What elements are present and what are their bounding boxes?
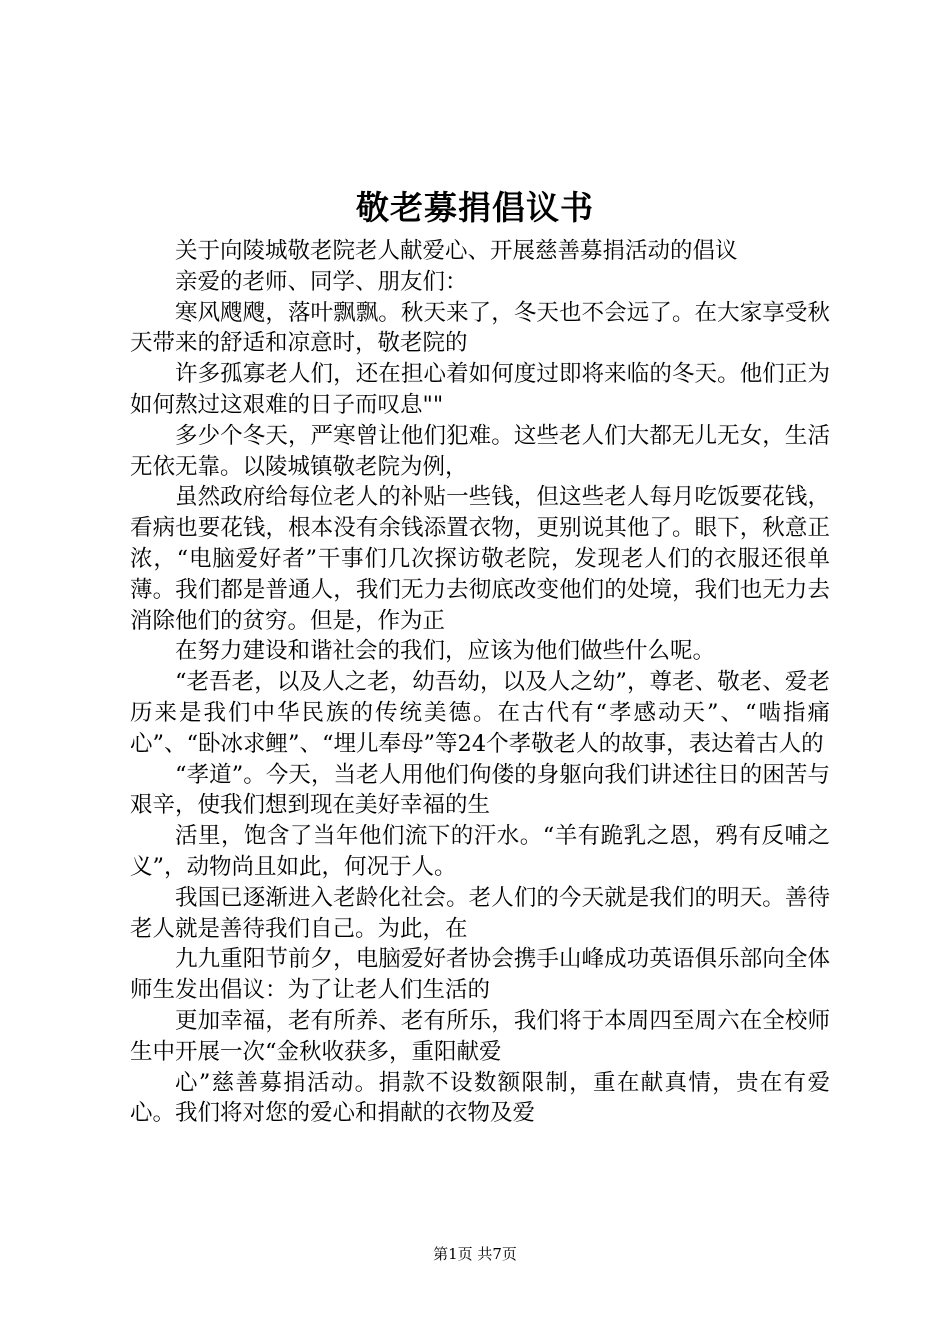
paragraph: 亲爱的老师、同学、朋友们： (175, 268, 468, 295)
paragraph: 我国已逐渐进入老龄化社会。老人们的今天就是我们的明天。善待老人就是善待我们自己。为此，在 (130, 884, 830, 942)
paragraph: 更加幸福，老有所养、老有所乐，我们将于本周四至周六在全校师生中开展一次“金秋收获多，重阳献爱 (130, 1007, 830, 1065)
paragraph: 虽然政府给每位老人的补贴一些钱，但这些老人每月吃饭要花钱，看病也要花钱，根本没有余钱添置衣物，更别说其他了。眼下，秋意正浓，“电脑爱好者”干事们几次探访敬老院，发现老人们的衣服还很单薄。我们都是普通人，我们无力去彻底改变他们的处境，我们也无力去消除他们的贫穷。但是，作为正 (130, 484, 830, 634)
paragraph: 活里，饱含了当年他们流下的汗水。“羊有跪乳之恩，鸦有反哺之义”，动物尚且如此，何况于人。 (130, 823, 830, 880)
paragraph: 在努力建设和谐社会的我们，应该为他们做些什么呢。 (175, 638, 716, 665)
paragraph: 九九重阳节前夕，电脑爱好者协会携手山峰成功英语俱乐部向全体师生发出倡议：为了让老人们生活的 (130, 946, 830, 1004)
document-title: 敬老募捐倡议书 (356, 188, 594, 227)
document-body (130, 236, 830, 1129)
paragraph: 许多孤寡老人们，还在担心着如何度过即将来临的冬天。他们正为如何熬过这艰难的日子而叹息"" (130, 361, 830, 418)
paragraph: 多少个冬天，严寒曾让他们犯难。这些老人们大都无儿无女，生活无依无靠。以陵城镇敬老院为例， (130, 422, 830, 480)
paragraph: “老吾老，以及人之老，幼吾幼，以及人之幼”，尊老、敬老、爱老历来是我们中华民族的传统美德。在古代有“孝感动天”、“啮指痛心”、“卧冰求鲤”、“埋儿奉母”等24个孝敬老人的故事，表达着古人的 (130, 669, 830, 757)
paragraph: 关于向陵城敬老院老人献爱心、开展慈善募捐活动的倡议 (175, 238, 738, 264)
paragraph: 心”慈善募捐活动。捐款不设数额限制，重在献真情，贵在有爱心。我们将对您的爱心和捐献的衣物及爱 (130, 1069, 830, 1127)
paragraph: 寒风飕飕，落叶飘飘。秋天来了，冬天也不会远了。在大家享受秋天带来的舒适和凉意时，敬老院的 (130, 299, 830, 357)
paragraph: “孝道”。今天，当老人用他们佝偻的身躯向我们讲述往日的困苦与艰辛，使我们想到现在美好幸福的生 (130, 761, 830, 819)
page-footer: 第1页 共7页 (433, 1245, 517, 1263)
